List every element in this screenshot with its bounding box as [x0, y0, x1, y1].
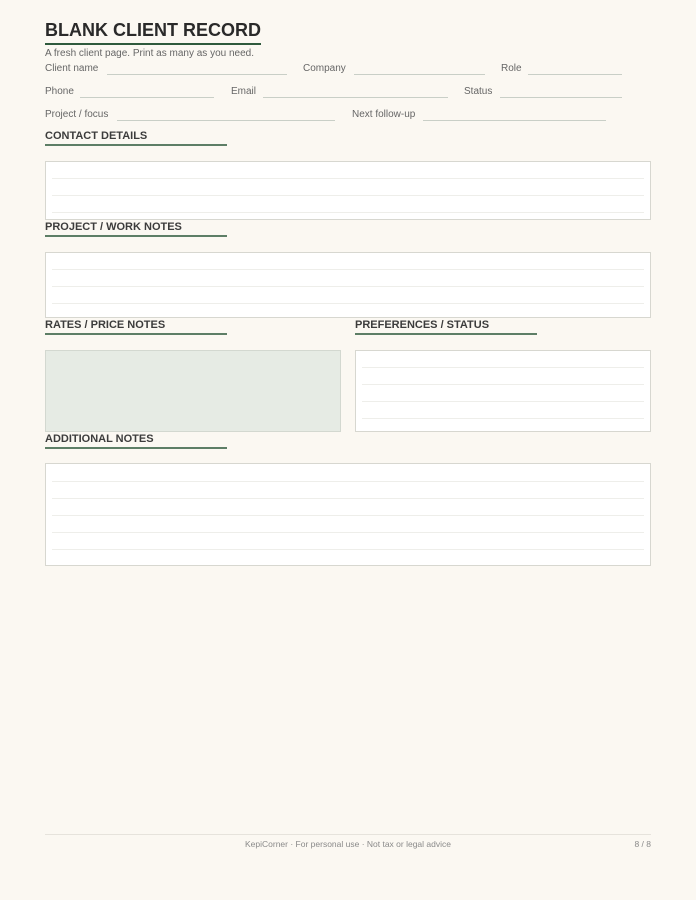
role-label: Role	[501, 63, 522, 74]
contact-details-heading: CONTACT DETAILS	[45, 130, 227, 146]
preferences-status-heading: PREFERENCES / STATUS	[355, 319, 537, 335]
preferences-status-box[interactable]	[355, 350, 651, 432]
additional-notes-box[interactable]	[45, 463, 651, 566]
project-work-notes-heading: PROJECT / WORK NOTES	[45, 221, 227, 237]
client-name-label: Client name	[45, 63, 99, 74]
project-focus-field[interactable]	[117, 120, 335, 121]
client-name-field[interactable]	[107, 74, 287, 75]
phone-field[interactable]	[80, 97, 214, 98]
next-follow-up-field[interactable]	[423, 120, 606, 121]
company-label: Company	[303, 63, 346, 74]
page-title: BLANK CLIENT RECORD	[45, 20, 261, 45]
status-label: Status	[464, 86, 493, 97]
project-work-notes-box[interactable]	[45, 252, 651, 318]
project-focus-label: Project / focus	[45, 109, 109, 120]
contact-details-box[interactable]	[45, 161, 651, 220]
status-field[interactable]	[500, 97, 622, 98]
email-field[interactable]	[263, 97, 448, 98]
rates-price-notes-box[interactable]	[45, 350, 341, 432]
next-follow-up-label: Next follow-up	[352, 109, 416, 120]
phone-label: Phone	[45, 86, 74, 97]
footer-divider	[45, 834, 651, 835]
role-field[interactable]	[528, 74, 622, 75]
page-subtitle: A fresh client page. Print as many as you need.	[45, 48, 255, 59]
page-number: 8 / 8	[634, 839, 651, 849]
rates-price-notes-heading: RATES / PRICE NOTES	[45, 319, 227, 335]
email-label: Email	[231, 86, 257, 97]
company-field[interactable]	[354, 74, 485, 75]
additional-notes-heading: ADDITIONAL NOTES	[45, 433, 227, 449]
footer-text: KepiCorner · For personal use · Not tax or legal advice	[245, 839, 451, 849]
